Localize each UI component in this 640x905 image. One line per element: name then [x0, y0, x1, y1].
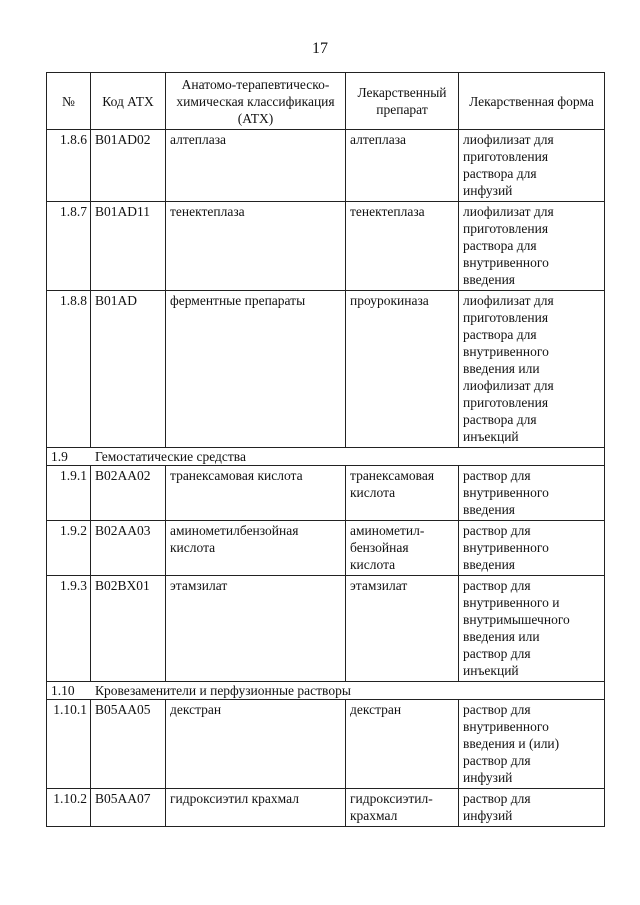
row-drug: этамзилат	[346, 576, 459, 682]
table-row	[47, 521, 605, 576]
table-row	[47, 291, 605, 448]
page-number: 17	[312, 40, 328, 57]
header-drug: Лекарственный препарат	[346, 73, 459, 130]
row-class: декстран	[166, 700, 346, 789]
row-code: B01AD11	[91, 202, 166, 291]
row-form: лиофилизат для приготовления раствора для внутривенного введения	[459, 202, 605, 291]
row-drug: аминометил- бензойная кислота	[346, 521, 459, 576]
row-num: 1.8.6	[47, 130, 91, 202]
header-form: Лекарственная форма	[459, 73, 605, 130]
table-row	[47, 466, 605, 521]
table-row	[47, 202, 605, 291]
row-form: раствор для внутривенного введения и (или) раствор для инфузий	[459, 700, 605, 789]
section-row	[47, 448, 605, 466]
row-drug: алтеплаза	[346, 130, 459, 202]
table-header-row	[47, 73, 605, 130]
row-drug: проурокиназа	[346, 291, 459, 448]
row-code: B05AA07	[91, 789, 166, 827]
row-class: алтеплаза	[166, 130, 346, 202]
row-class: ферментные препараты	[166, 291, 346, 448]
row-drug: декстран	[346, 700, 459, 789]
section-row	[47, 682, 605, 700]
row-code: B05AA05	[91, 700, 166, 789]
table-row	[47, 700, 605, 789]
row-form: раствор для внутривенного и внутримышечного введения или раствор для инъекций	[459, 576, 605, 682]
row-drug: гидроксиэтил- крахмал	[346, 789, 459, 827]
row-class: транексамовая кислота	[166, 466, 346, 521]
row-num: 1.9.2	[47, 521, 91, 576]
row-form: раствор для внутривенного введения	[459, 466, 605, 521]
row-class: аминометилбензойная кислота	[166, 521, 346, 576]
row-num: 1.8.7	[47, 202, 91, 291]
row-code: B02AA02	[91, 466, 166, 521]
header-atc-class: Анатомо-терапевтическо-химическая классификация (АТХ)	[166, 73, 346, 130]
drug-table	[46, 72, 605, 827]
row-form: раствор для внутривенного введения	[459, 521, 605, 576]
row-code: B02AA03	[91, 521, 166, 576]
row-num: 1.9.1	[47, 466, 91, 521]
header-atc-code: Код АТХ	[91, 73, 166, 130]
row-code: B01AD	[91, 291, 166, 448]
header-num: №	[47, 73, 91, 130]
section-heading	[47, 448, 605, 466]
row-num: 1.10.2	[47, 789, 91, 827]
row-class: тенектеплаза	[166, 202, 346, 291]
row-class: этамзилат	[166, 576, 346, 682]
table-row	[47, 576, 605, 682]
row-code: B02BX01	[91, 576, 166, 682]
section-num: 1.9	[51, 449, 68, 464]
section-title: Гемостатические средства	[95, 449, 246, 464]
row-drug: тенектеплаза	[346, 202, 459, 291]
row-form: лиофилизат для приготовления раствора для инфузий	[459, 130, 605, 202]
row-code: B01AD02	[91, 130, 166, 202]
row-form: раствор для инфузий	[459, 789, 605, 827]
row-num: 1.10.1	[47, 700, 91, 789]
row-form: лиофилизат для приготовления раствора для внутривенного введения или лиофилизат для приготовления раствора для инъекций	[459, 291, 605, 448]
row-num: 1.8.8	[47, 291, 91, 448]
section-title: Кровезаменители и перфузионные растворы	[95, 683, 351, 698]
table-row	[47, 789, 605, 827]
section-num: 1.10	[51, 683, 75, 698]
row-num: 1.9.3	[47, 576, 91, 682]
section-heading	[47, 682, 605, 700]
row-drug: транексамовая кислота	[346, 466, 459, 521]
row-class: гидроксиэтил крахмал	[166, 789, 346, 827]
table-row	[47, 130, 605, 202]
